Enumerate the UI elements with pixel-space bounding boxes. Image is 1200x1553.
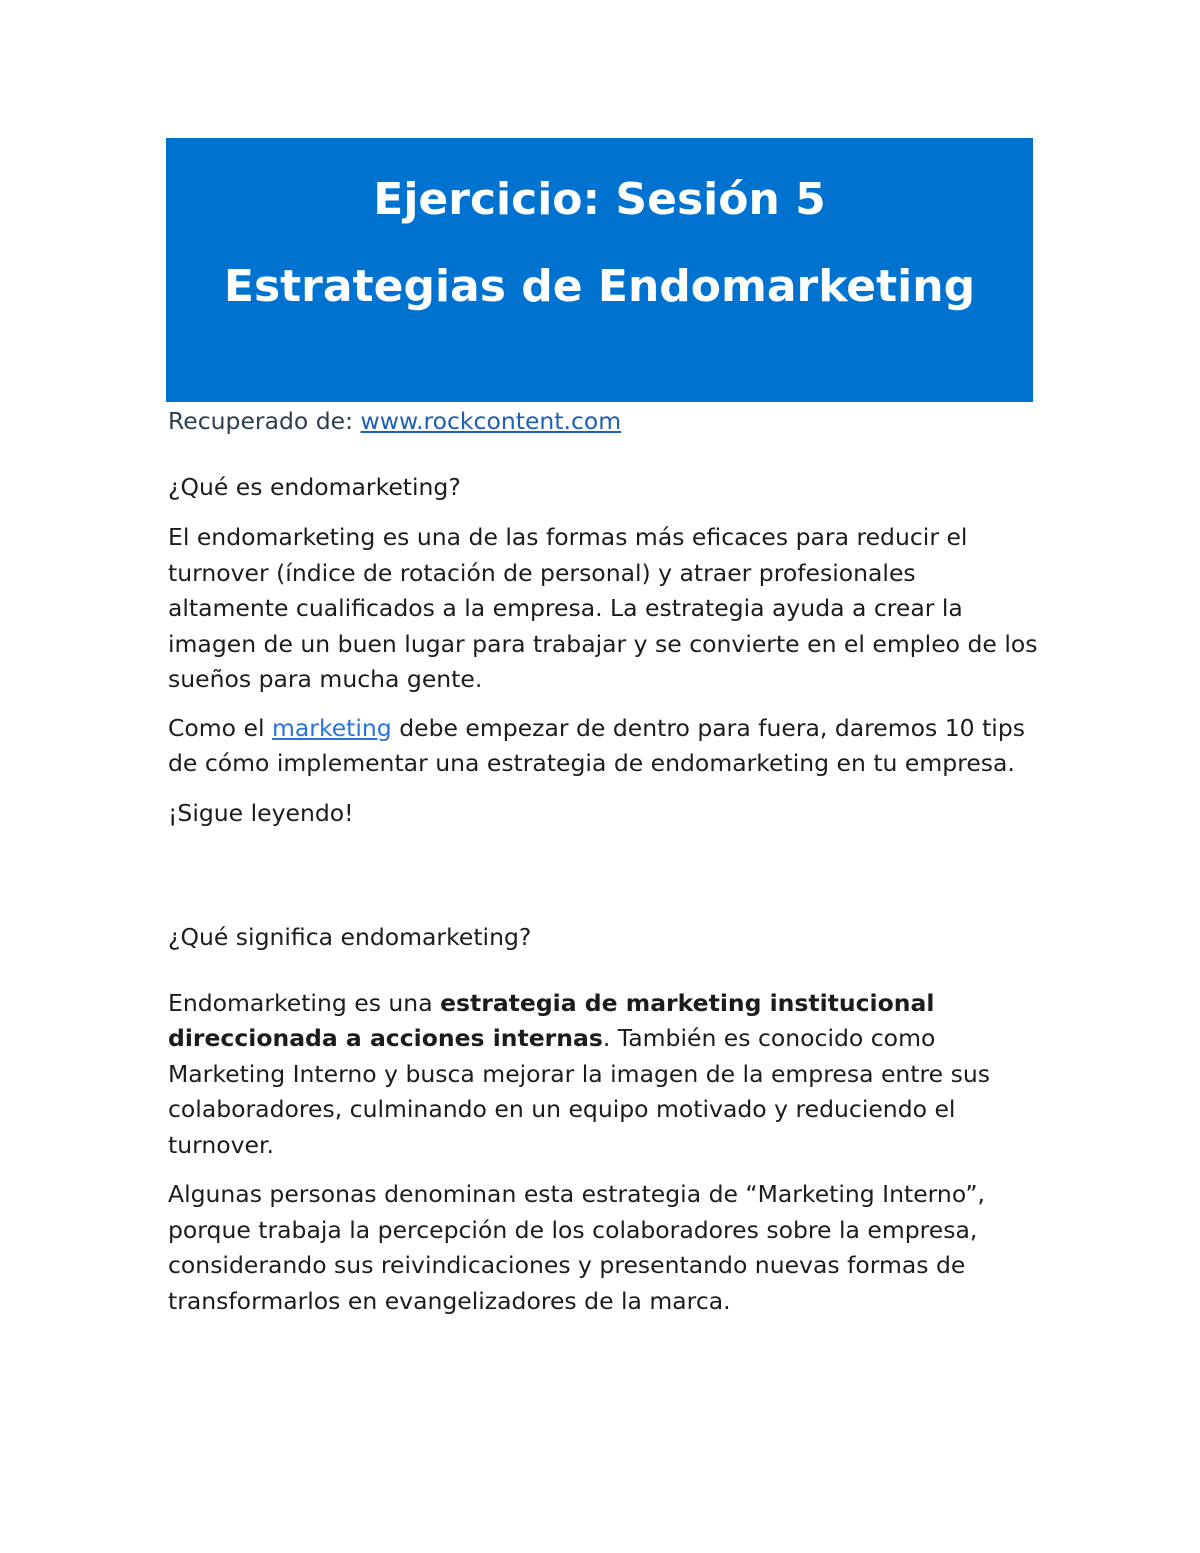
source-link[interactable]: www.rockcontent.com (360, 407, 622, 435)
paragraph-meaning-start: Endomarketing es una (168, 988, 441, 1017)
title-line-1: Ejercicio: Sesión 5 (373, 174, 826, 225)
paragraph-keep-reading: ¡Sigue leyendo! (168, 798, 354, 827)
paragraph-meaning-end: . También es conocido como Marketing Interno y busca mejorar la imagen de la empresa entre sus colaboradores, culminando en un equipo motivado y reduciendo el turnover. (168, 1024, 990, 1159)
paragraph-tips-end: debe empezar de dentro para fuera, daremos 10 tips de cómo implementar una estrategia de endomarketing en tu empresa. (168, 713, 1025, 777)
section-heading-what-is: ¿Qué es endomarketing? (168, 472, 461, 501)
document-body (168, 402, 1038, 1319)
marketing-link[interactable]: marketing (271, 713, 392, 742)
paragraph-definition: El endomarketing es una de las formas más eficaces para reducir el turnover (índice de rotación de personal) y atraer profesionales altamente cualificados a la empresa. La estrategia ayuda a crear la imagen de un buen lugar para trabajar y se convierte en el empleo de los sueños para mucha gente. (168, 523, 1038, 693)
title-banner (166, 138, 1033, 402)
paragraph-internal-marketing: Algunas personas denominan esta estrategia de “Marketing Interno”, porque trabaja la percepción de los colaboradores sobre la empresa, considerando sus reivindicaciones y presentando nuevas formas de transformarlos en evangelizadores de la marca. (168, 1180, 986, 1315)
source-label: Recuperado de: (168, 407, 361, 435)
paragraph-tips (168, 711, 1038, 782)
paragraph-meaning (168, 986, 1038, 1164)
source-line (168, 404, 1038, 440)
paragraph-tips-start: Como el (168, 713, 272, 742)
title-line-2: Estrategias de Endomarketing (223, 261, 976, 312)
paragraph-meaning-bold: estrategia de marketing institucional direccionada a acciones internas (168, 988, 935, 1052)
section-heading-meaning: ¿Qué significa endomarketing? (168, 923, 532, 951)
